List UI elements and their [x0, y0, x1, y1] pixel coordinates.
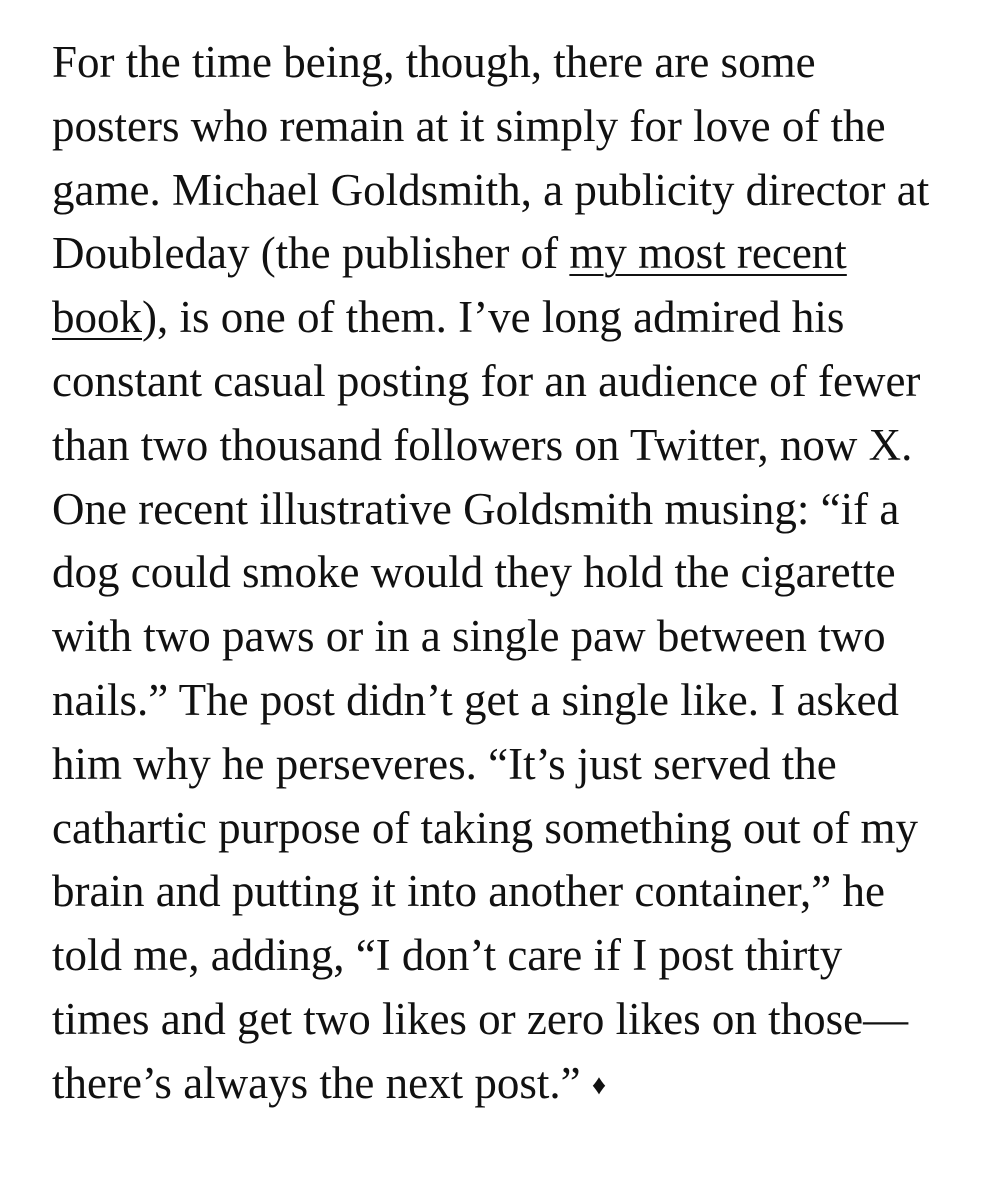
text-line: dog could smoke would they hold the cigarette [52, 547, 896, 598]
text-line: times and get two likes or zero likes on those— [52, 993, 909, 1044]
text-line: nails.” The post didn’t get a single like. I asked [52, 674, 899, 725]
book-link-continued[interactable]: book [52, 292, 142, 343]
text-line [52, 286, 952, 350]
text-line: told me, adding, “I don’t care if I post thirty [52, 930, 843, 981]
text-line [52, 1052, 952, 1118]
text-line: One recent illustrative Goldsmith musing: “if a [52, 483, 900, 534]
text-line: with two paws or in a single paw between two [52, 611, 886, 662]
text-line: constant casual posting for an audience of fewer [52, 355, 921, 406]
text-line: than two thousand followers on Twitter, now X. [52, 419, 913, 470]
text-line: him why he perseveres. “It’s just served the [52, 738, 837, 789]
text-segment: there’s always the next post.” [52, 1057, 581, 1108]
book-link[interactable]: my most recent [569, 228, 847, 279]
text-segment: ), is one of them. I’ve long admired his [142, 292, 845, 343]
article-paragraph [52, 31, 952, 1118]
text-line: cathartic purpose of taking something out of my [52, 802, 919, 853]
text-line: game. Michael Goldsmith, a publicity director at [52, 164, 930, 215]
end-mark-icon: ♦ [591, 1069, 607, 1101]
text-line: For the time being, though, there are some [52, 37, 816, 87]
text-segment: Doubleday (the publisher of [52, 228, 570, 279]
text-line: brain and putting it into another container,” he [52, 866, 885, 917]
text-line [52, 222, 952, 286]
text-line: posters who remain at it simply for love of the [52, 100, 886, 151]
